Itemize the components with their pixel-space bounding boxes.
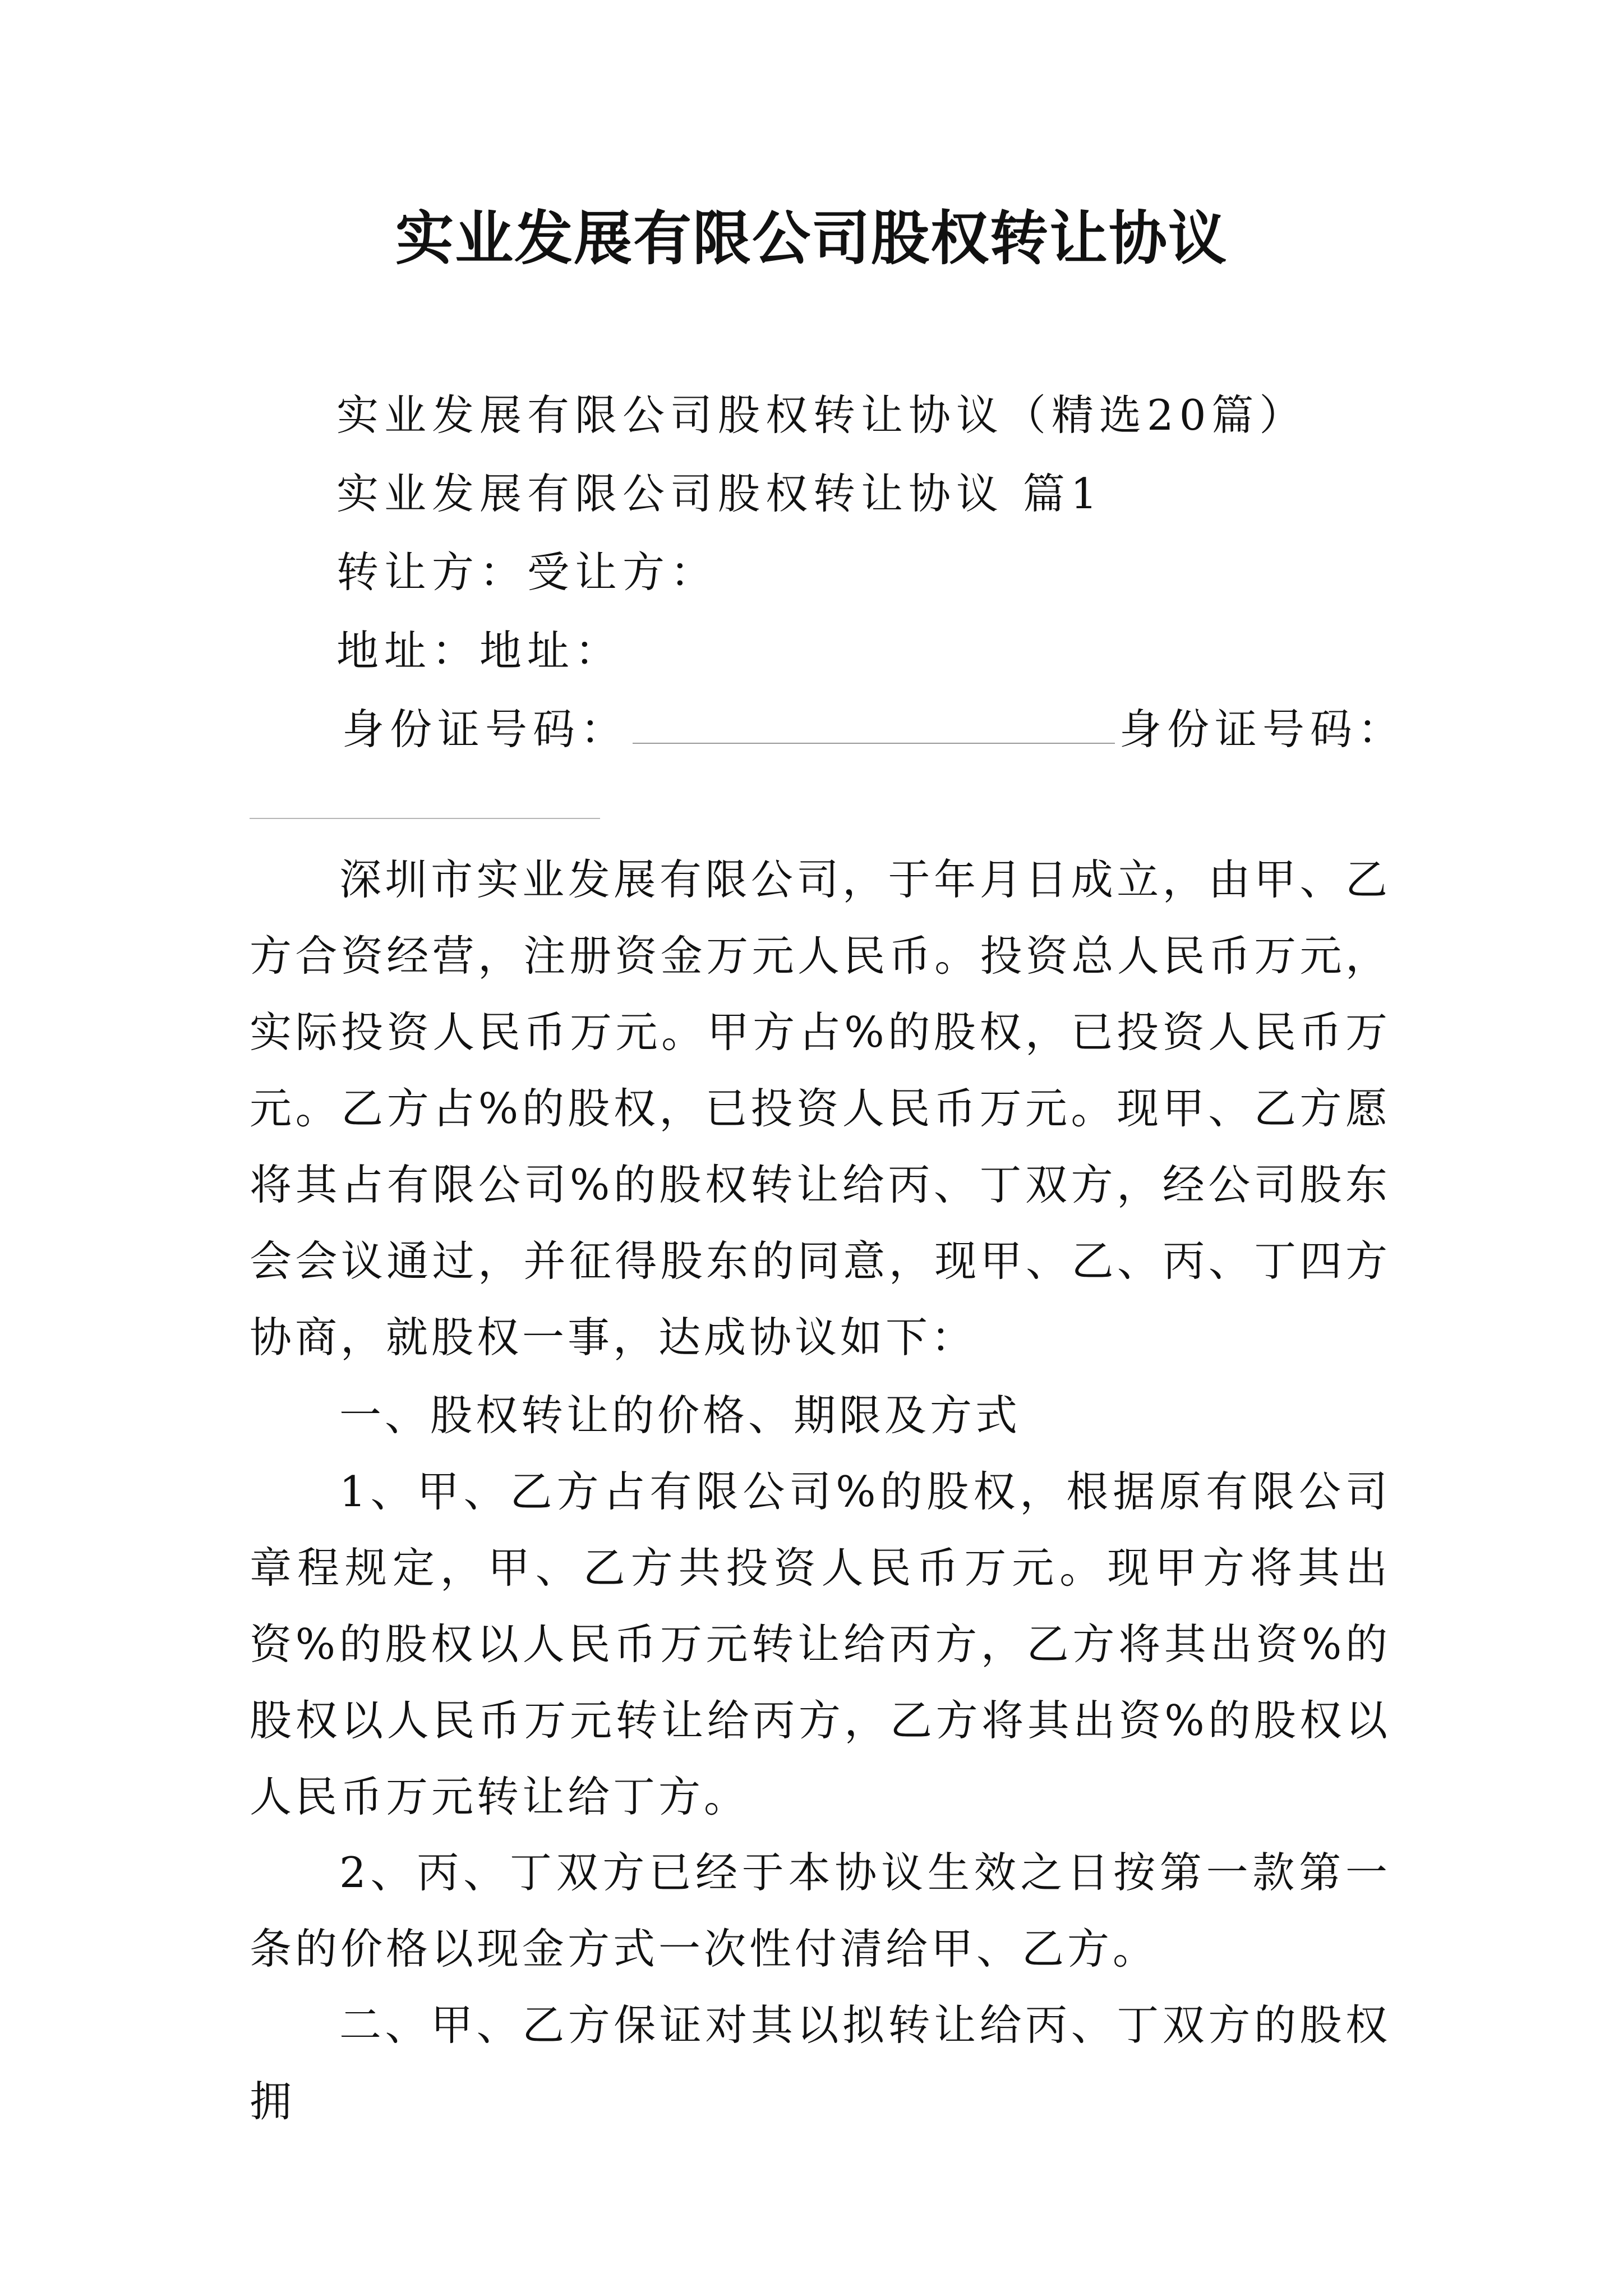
id-blank-continuation-rule bbox=[250, 818, 600, 819]
paragraph-intro: 深圳市实业发展有限公司，于年月日成立，由甲、乙方合资经营，注册资金万元人民币。投资总人民币万元，实际投资人民币万元。甲方占%的股权，已投资人民币万元。乙方占%的股权，已投资人民币万元。现甲、乙方愿将其占有限公司%的股权转让给丙、丁双方，经公司股东会会议通过，并征得股东的同意，现甲、乙、丙、丁四方协商，就股权一事，达成协议如下： bbox=[250, 855, 1391, 1362]
paragraph-clause-1: 1、甲、乙方占有限公司%的股权，根据原有限公司章程规定，甲、乙方共投资人民币万元。现甲方将其出资%的股权以人民币万元转让给丙方，乙方将其出资%的股权以人民币万元转让给丙方，乙方将其出资%的股权以人民币万元转让给丁方。 bbox=[250, 1467, 1391, 1821]
id-blank-underline bbox=[633, 703, 1115, 744]
chapter-heading: 实业发展有限公司股权转让协议 篇1 bbox=[336, 469, 1103, 518]
document-subtitle: 实业发展有限公司股权转让协议（精选20篇） bbox=[336, 390, 1307, 440]
section-heading-2: 二、甲、乙方保证对其以拟转让给丙、丁双方的股权拥 bbox=[250, 2000, 1391, 2126]
id-label-left: 身份证号码： bbox=[342, 705, 629, 754]
section-heading-1: 一、股权转让的价格、期限及方式 bbox=[339, 1391, 1021, 1440]
parties-line: 转让方：受让方： bbox=[336, 547, 718, 597]
id-number-line bbox=[342, 701, 1405, 757]
paragraph-clause-2: 2、丙、丁双方已经于本协议生效之日按第一款第一条的价格以现金方式一次性付清给甲、乙方。 bbox=[250, 1848, 1391, 1973]
address-line: 地址：地址： bbox=[336, 626, 623, 675]
document-title: 实业发展有限公司股权转让协议 bbox=[395, 204, 1228, 273]
id-label-right: 身份证号码： bbox=[1119, 705, 1406, 754]
